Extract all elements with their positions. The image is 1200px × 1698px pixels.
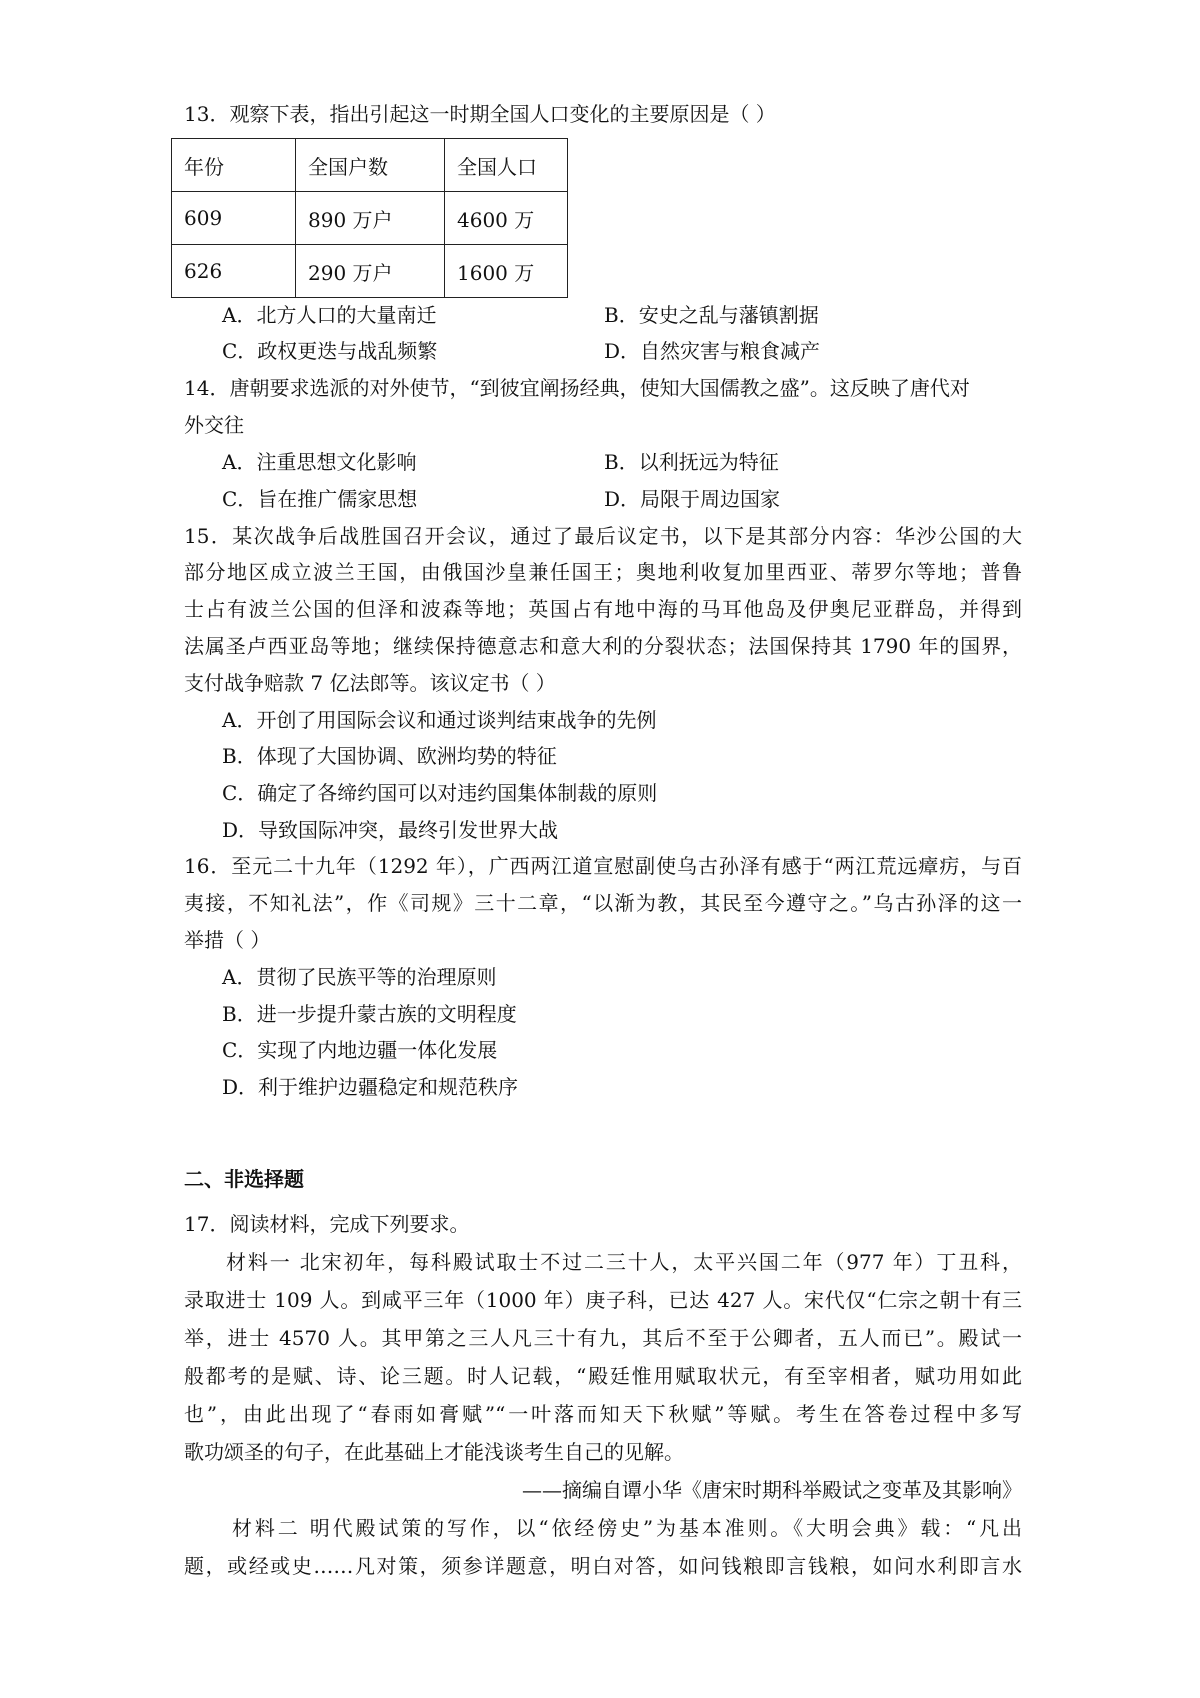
table-cell: 4600 万 [445,192,568,245]
q14-option-d: D．局限于周边国家 [604,487,781,511]
table-row [172,192,568,245]
q16-stem-line: 16．至元二十九年（1292 年），广西两江道宣慰副使乌古孙泽有感于“两江荒远瘴疠，与百 [184,854,1022,878]
q13-option-d: D．自然灾害与粮食减产 [604,339,821,363]
material2-line: 题，或经或史……凡对策，须参详题意，明白对答，如问钱粮即言钱粮，如问水利即言水 [184,1554,1022,1578]
q14-option-b: B．以利抚远为特征 [604,450,779,474]
table-row [172,245,568,298]
q15-option-c: C．确定了各缔约国可以对违约国集体制裁的原则 [222,781,658,805]
material1-line: 歌功颂圣的句子，在此基础上才能浅谈考生自己的见解。 [184,1440,684,1464]
q14-option-c: C．旨在推广儒家思想 [222,487,418,511]
q15-option-a: A．开创了用国际会议和通过谈判结束战争的先例 [222,708,657,732]
table-cell: 626 [172,245,296,298]
material1-source: ——摘编自谭小华《唐宋时期科举殿试之变革及其影响》 [522,1478,1022,1502]
q13-option-b: B．安史之乱与藩镇割据 [604,303,819,327]
material2-line: 材料二 明代殿试策的写作，以“依经傍史”为基本准则。《大明会典》载：“凡出 [232,1516,1022,1540]
q15-stem-line: 15．某次战争后战胜国召开会议，通过了最后议定书，以下是其部分内容：华沙公国的大 [184,524,1022,548]
section-heading: 二、非选择题 [184,1167,304,1191]
q16-option-a: A．贯彻了民族平等的治理原则 [222,965,497,989]
q15-stem-line: 支付战争赔款 7 亿法郎等。该议定书（ ） [184,671,556,695]
q15-stem-line: 法属圣卢西亚岛等地；继续保持德意志和意大利的分裂状态；法国保持其 1790 年的国界， [184,634,1022,658]
material1-line: 般都考的是赋、诗、论三题。时人记载，“殿廷惟用赋取状元，有至宰相者，赋功用如此 [184,1364,1022,1388]
population-table [171,138,568,298]
table-header-cell: 全国户数 [296,139,445,192]
q14-option-a: A．注重思想文化影响 [222,450,417,474]
q16-stem-line: 夷接，不知礼法”，作《司规》三十二章，“以渐为教，其民至今遵守之。”乌古孙泽的这一 [184,891,1022,915]
table-header-cell: 年份 [172,139,296,192]
material1-line: 材料一 北宋初年，每科殿试取士不过二三十人，太平兴国二年（977 年）丁丑科， [226,1250,1022,1274]
table-cell: 609 [172,192,296,245]
material1-line: 也”，由此出现了“春雨如膏赋”“一叶落而知天下秋赋”等赋。考生在答卷过程中多写 [184,1402,1022,1426]
q16-option-d: D．利于维护边疆稳定和规范秩序 [222,1075,519,1099]
q13-option-c: C．政权更迭与战乱频繁 [222,339,438,363]
q15-stem-line: 士占有波兰公国的但泽和波森等地；英国占有地中海的马耳他岛及伊奥尼亚群岛，并得到 [184,597,1022,621]
q15-option-d: D．导致国际冲突，最终引发世界大战 [222,818,559,842]
q14-stem-line: 外交往 [184,413,244,437]
q13-option-a: A．北方人口的大量南迁 [222,303,437,327]
q15-stem-line: 部分地区成立波兰王国，由俄国沙皇兼任国王；奥地利收复加里西亚、蒂罗尔等地；普鲁 [184,560,1022,584]
q16-option-b: B．进一步提升蒙古族的文明程度 [222,1002,517,1026]
q16-stem-line: 举措（ ） [184,928,271,952]
q16-option-c: C．实现了内地边疆一体化发展 [222,1038,498,1062]
q14-stem-line: 14．唐朝要求选派的对外使节，“到彼宜阐扬经典，使知大国儒教之盛”。这反映了唐代对 [184,376,970,400]
table-cell: 290 万户 [296,245,445,298]
table-cell: 890 万户 [296,192,445,245]
material1-line: 举，进士 4570 人。其甲第之三人凡三十有九，其后不至于公卿者，五人而已”。殿试一 [184,1326,1022,1350]
q15-option-b: B．体现了大国协调、欧洲均势的特征 [222,744,557,768]
material1-line: 录取进士 109 人。到咸平三年（1000 年）庚子科，已达 427 人。宋代仅“仁宗之朝十有三 [184,1288,1022,1312]
table-header-cell: 全国人口 [445,139,568,192]
q17-stem: 17．阅读材料，完成下列要求。 [184,1212,470,1236]
table-cell: 1600 万 [445,245,568,298]
q13-stem: 13．观察下表，指出引起这一时期全国人口变化的主要原因是（ ） [184,102,776,126]
table-header-row [172,139,568,192]
